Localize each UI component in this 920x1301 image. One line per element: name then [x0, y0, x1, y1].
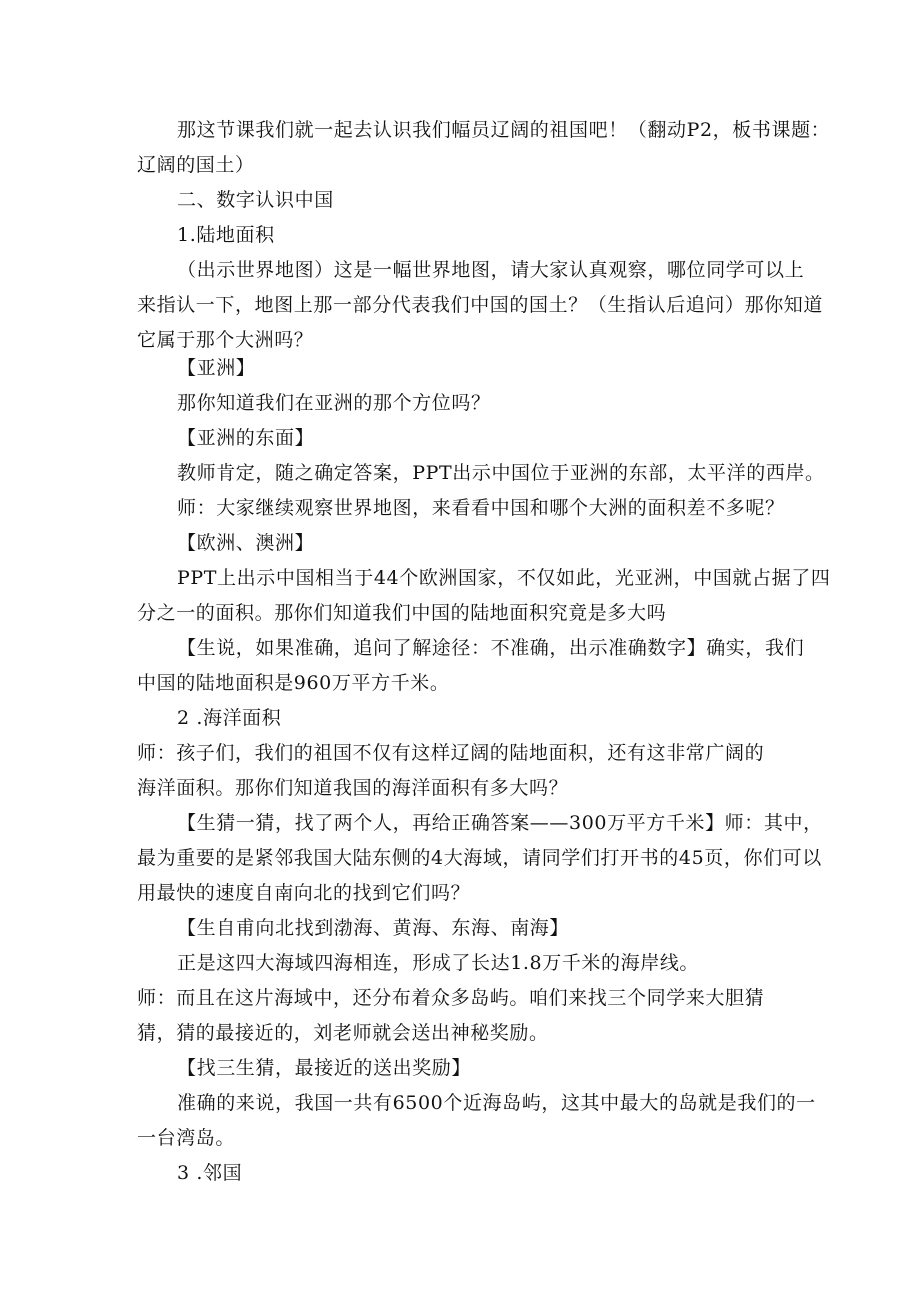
text-line: 一台湾岛。 [137, 1127, 236, 1149]
text-line: 【欧洲、澳洲】 [177, 532, 315, 554]
text-line: 辽阔的国土） [137, 154, 255, 176]
text-line: 教师肯定，随之确定答案，PPT出示中国位于亚洲的东部，太平洋的西岸。 [177, 462, 825, 484]
text-line: 【亚洲的东面】 [177, 427, 315, 449]
text-line: 准确的来说，我国一共有6500个近海岛屿，这其中最大的岛就是我们的一 [177, 1092, 816, 1114]
text-line: PPT上出示中国相当于44个欧洲国家，不仅如此，光亚洲，中国就占据了四 [177, 567, 831, 589]
text-line: 师：孩子们，我们的祖国不仅有这样辽阔的陆地面积，还有这非常广阔的 [137, 742, 765, 764]
text-line: 用最快的速度自南向北的找到它们吗？ [137, 882, 471, 904]
text-line: 海洋面积。那你们知道我国的海洋面积有多大吗？ [137, 777, 569, 799]
text-line: 分之一的面积。那你们知道我们中国的陆地面积究竟是多大吗 [137, 602, 667, 624]
text-line: 猜，猜的最接近的，刘老师就会送出神秘奖励。 [137, 1022, 549, 1044]
subsection-heading: 3 .邻国 [177, 1162, 243, 1184]
text-line: 来指认一下，地图上那一部分代表我们中国的国土？（生指认后追问）那你知道 [137, 294, 824, 316]
subsection-heading: 2 .海洋面积 [177, 707, 282, 729]
text-line: 它属于那个大洲吗？ [137, 329, 314, 351]
text-line: 那这节课我们就一起去认识我们幅员辽阔的祖国吧！（翻动P2，板书课题： [177, 119, 831, 141]
text-line: 【亚洲】 [177, 357, 256, 379]
text-line: 师：大家继续观察世界地图，来看看中国和哪个大洲的面积差不多呢？ [177, 497, 785, 519]
subsection-heading: 1.陆地面积 [177, 224, 275, 246]
text-line: （出示世界地图）这是一幅世界地图，请大家认真观察，哪位同学可以上 [177, 259, 805, 281]
text-line: 正是这四大海域四海相连，形成了长达1.8万千米的海岸线。 [177, 952, 700, 974]
text-line: 中国的陆地面积是960万平方千米。 [137, 672, 450, 694]
section-heading: 二、数字认识中国 [177, 189, 334, 211]
text-line: 【找三生猜，最接近的送出奖励】 [177, 1057, 472, 1079]
text-line: 【生猜一猜，找了两个人，再给正确答案——300万平方千米】师：其中， [177, 812, 823, 834]
text-line: 那你知道我们在亚洲的那个方位吗？ [177, 392, 491, 414]
text-line: 最为重要的是紧邻我国大陆东侧的4大海域，请同学们打开书的45页，你们可以 [137, 847, 822, 869]
text-line: 师：而且在这片海域中，还分布着众多岛屿。咱们来找三个同学来大胆猜 [137, 987, 765, 1009]
text-line: 【生说，如果准确，追问了解途径：不准确，出示准确数字】确实，我们 [177, 637, 805, 659]
text-line: 【生自甫向北找到渤海、黄海、东海、南海】 [177, 917, 570, 939]
